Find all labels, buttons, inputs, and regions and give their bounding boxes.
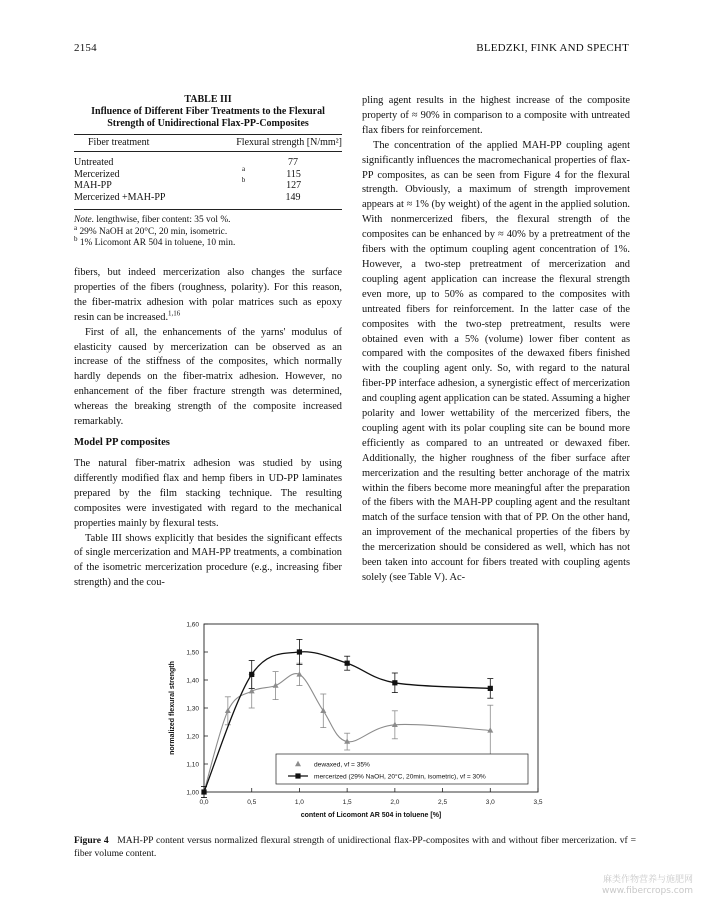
x-tick-label: 2,0 [390,799,400,806]
table-row [74,164,342,181]
page-number: 2154 [74,42,97,54]
y-tick-label: 1,10 [186,761,199,769]
table-body [74,157,342,203]
paragraph: The concentration of the applied MAH-PP coupling agent significantly influences the macromechanical properties of flax-PP composites, as can be seen from Figure 4 for the flexural strength. Obviously, a maximum of strength improvement appears at ≈ 1% (by weight) of the agent in the applied solution. With nonmercerized fibers, the flexural strength of the composites can be enhanced by ≈ 40% by a pretreatment of the fibers with the optimum coupling agent concentration of 1%. However, a two-step pretreatment of mercerization and coupling agent application can increase the flexural strength even more, up to 50% as compared to the composites with untreated fibers for reinforcement. In the latter case of the composites with the two-step pretreatment, results were obtained even with a 5% (volume) lower fiber content as compared with the composites of the dewaxed fibers finished with the coupling agent only. So, with regard to the natural fiber-PP interface adhesion, a synergistic effect of mercerization and coupling agent application can be stated. Assuming a higher polarity and lower wettability of the mercerized fibers, the coupling agent with its polar coupling site can be bound more efficiently as compared to an untreated or dewaxed fiber. Additionally, the higher roughness of the fiber surface after mercerization and the resulting better anchorage of the matrix within the fibers become more meaningful after the preparation of the fibers with the MAH-PP coupling agent and the resultant match of the surface tension with that of PP. On the other hand, an improvement of the mechanical properties of the fibers by the mercerization should be considered as well, which has not been taken into account for fibers treated with coupling agents solely (see Table V). Ac- [362,139,630,583]
table-row [74,157,342,169]
watermark [602,875,693,897]
legend-label: mercerized (29% NaOH, 20°C, 20min, isometric), vf = 30% [314,773,486,781]
table-footnote-a: 29% NaOH at 20°C, 20 min, isometric. [79,226,228,237]
legend [276,754,528,784]
data-point [249,672,254,677]
table-cell-treatment: Mercerized +MAH-PP [74,191,166,203]
table-iii [74,94,342,250]
table-cell-treatment: Mercerized [74,168,120,180]
x-tick-label: 0,5 [247,799,257,806]
y-tick-label: 1,20 [186,733,199,741]
table-col1-header: Fiber treatment [88,137,150,148]
table-cell-treatment: MAH-PP [74,180,112,191]
x-tick-label: 0,0 [199,799,209,806]
table-row [74,176,342,192]
table-cell-value: 115 [286,168,301,180]
table-note-label: Note. [74,215,95,225]
table-cell-footnote-mark: b [241,176,246,184]
y-tick-label: 1,00 [186,789,199,797]
table-col2-header: Flexural strength [N/mm²] [236,137,342,148]
y-tick-label: 1,60 [186,621,199,629]
table-cell-footnote-mark: a [242,164,246,173]
table-footnote-b: 1% Licomont AR 504 in toluene, 10 min. [79,238,236,249]
y-axis-label: normalized flexural strength [169,661,176,755]
table-cell-value: 77 [288,157,298,168]
y-tick-label: 1,50 [186,649,199,657]
table-caption-line2: Strength of Unidirectional Flax-PP-Composites [107,118,309,129]
table-cell-value: 149 [285,191,301,203]
paragraph: First of all, the enhancements of the yarns' modulus of elasticity caused by mercerization can be observed as an increase of the stiffness of the composites, which normally hardly depends on the fiber-matrix adhesion. However, no enhancement of the fiber fracture strength was determined, whereas the breaking strength of the composite increased remarkably. [74,326,342,428]
running-head: BLEDZKI, FINK AND SPECHT [476,42,629,54]
watermark-line1: 麻类作物营养与施肥网 [602,875,693,885]
table-row [74,192,342,204]
table-caption-line1: Influence of Different Fiber Treatments to the Flexural [91,106,325,117]
x-tick-label: 3,5 [533,799,543,806]
legend-label: dewaxed, vf = 35% [314,761,370,769]
paragraph: fibers, but indeed mercerization also changes the surface properties of the fibers (roughness, polarity). For this reason, the fiber-matrix adhesion with polar matrices such as epoxy resin can be increased.$^{1,16}$ [74,267,342,323]
left-column-body-2 [74,457,342,591]
table-cell-treatment: Untreated [74,157,114,168]
data-point [201,789,206,794]
table-label: TABLE III [184,94,232,105]
data-point [392,680,397,685]
legend-marker [295,773,300,778]
paragraph: pling agent results in the highest increase of the composite property of ≈ 90% in comparison to a composite with untreated flax fibers for reinforcement. [362,95,630,136]
figure-4-chart [150,612,560,830]
watermark-line2: www.fibercrops.com [602,886,693,896]
section-heading: Model PP composites [74,437,170,448]
table-cell-value: 127 [286,180,302,191]
data-point [297,649,302,654]
x-axis-label: content of Licomont AR 504 in toluene [%] [300,812,442,819]
table-note-text: lengthwise, fiber content: 35 vol %. [94,215,231,225]
x-tick-label: 1,0 [294,799,304,806]
x-tick-label: 3,0 [485,799,495,806]
figure-caption-label: Figure 4 [74,835,109,846]
figure-caption-text: MAH-PP content versus normalized flexural strength of unidirectional flax-PP-composites with and without fiber mercerization. vf = fiber volume content. [74,835,636,859]
table-header-row [74,135,342,151]
paragraph: Table III shows explicitly that besides the significant effects of single mercerization and MAH-PP treatments, a combination of the isometric mercerization procedure (e.g., increasing fiber strength) and the cou- [74,532,342,589]
y-tick-label: 1,40 [186,677,199,685]
paragraph: The natural fiber-matrix adhesion was studied by using differently modified flax and hemp fibers in UD-PP laminates prepared by the film stacking technique. The resulting composites were investigated with regard to the mechanical properties mainly by flexural tests. [74,458,342,529]
y-tick-label: 1,30 [186,705,199,713]
x-tick-label: 1,5 [342,799,352,806]
data-point [345,661,350,666]
right-column-body [362,94,630,586]
left-column-body [74,266,342,430]
figure-caption [74,835,636,860]
data-point [488,686,493,691]
x-tick-label: 2,5 [438,799,448,806]
table-notes: Note. lengthwise, fiber content: 35 vol %. $^a$ 29% NaOH at 20°C, 20 min, isometric. $^b$ 1% Licomont AR 504 in toluene, 10 min. [74,215,236,249]
chart-svg [150,612,560,830]
